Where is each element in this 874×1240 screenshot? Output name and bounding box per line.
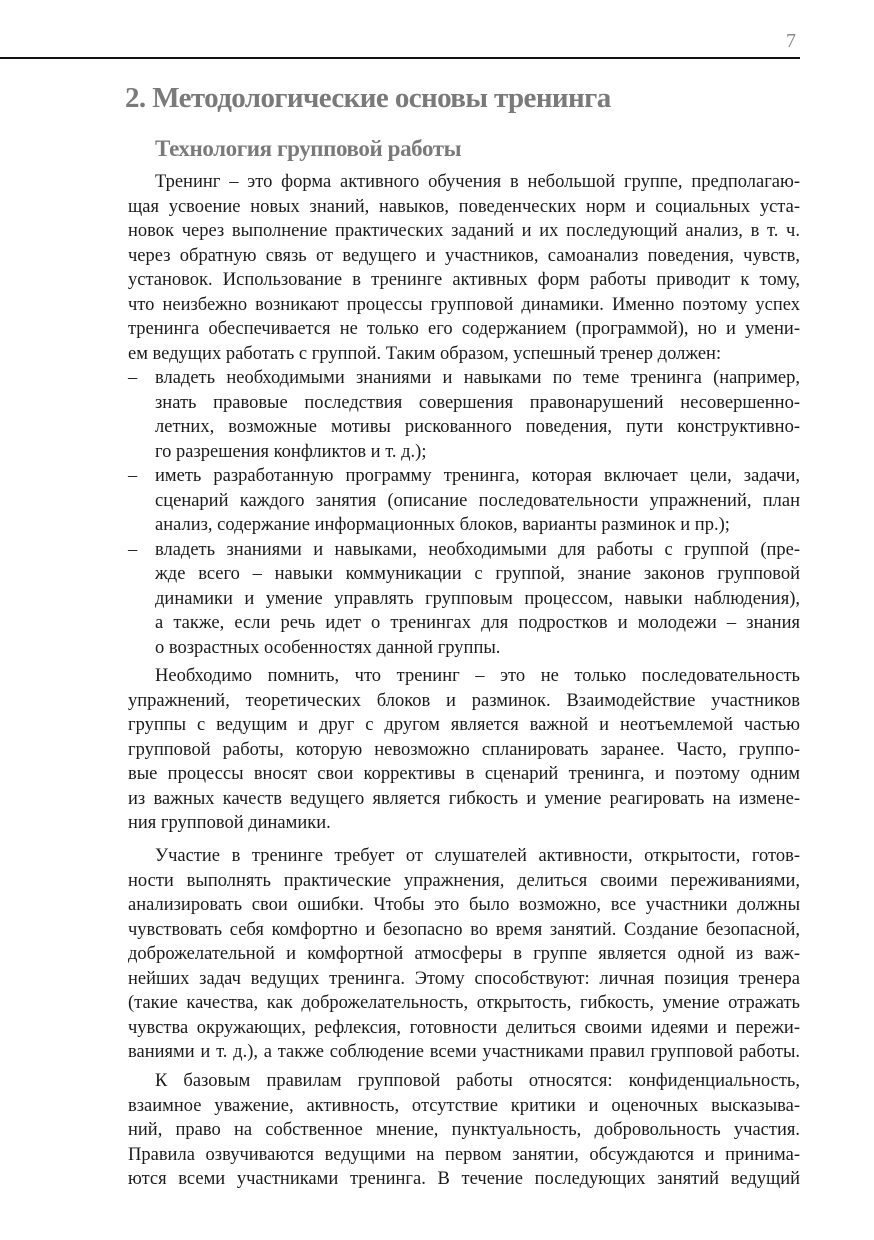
text-line: Правила озвучиваются ведущими на первом занятии, обсуждаются и принима- [128,1144,800,1165]
text-line: Необходимо помнить, что тренинг – это не только последовательность [155,666,800,686]
text-line: о возрастных особенностях данной группы. [155,637,501,658]
list-item [128,538,800,661]
text-line: новок через выполнение практических заданий и их последующий анализ, в т. ч. [128,221,800,241]
paragraph-rules [128,1069,800,1192]
text-line: групповой работы, которую невозможно спланировать заранее. Часто, группо- [128,739,800,760]
text-line: из важных качеств ведущего является гибкость и умение реагировать на измене- [128,788,800,809]
text-line: ем ведущих работать с группой. Таким образом, успешный тренер должен: [128,343,722,364]
text-line: тренинга обеспечивается не только его содержанием (программой), но и умени- [128,319,800,339]
text-line: ности выполнять практические упражнения, делиться своими переживаниями, [128,870,800,891]
text-line: динамики и умение управлять групповым процессом, навыки наблюдения), [155,588,800,609]
text-line: взаимное уважение, активность, отсутствие критики и оценочных высказыва- [128,1095,800,1116]
bullet-list [128,366,800,660]
list-item [128,464,800,538]
text-line: сценарий каждого занятия (описание последовательности упражнений, план [155,490,800,511]
text-line: Участие в тренинге требует от слушателей активности, открытости, готов- [155,846,800,866]
text-line: чувства окружающих, рефлексия, готовности делиться своими идеями и пережи- [128,1017,800,1038]
text-line: а также, если речь идет о тренингах для подростков и молодежи – знания [155,613,800,633]
bullet-dash: – [128,539,138,560]
text-line: знать правовые последствия совершения правонарушений несовершенно- [155,392,800,413]
text-line: ний, право на собственное мнение, пунктуальность, добровольность участия. [128,1120,800,1140]
text-line: анализировать свои ошибки. Чтобы это было возможно, все участники должны [128,895,800,915]
text-line: К базовым правилам групповой работы относятся: конфиденциальность, [155,1071,800,1091]
chapter-title: 2. Методологические основы тренинга [125,82,611,114]
text-line: нейших задач ведущих тренинга. Этому способствуют: личная позиция тренера [128,968,800,989]
text-line: владеть необходимыми знаниями и навыками по теме тренинга (например, [155,368,800,388]
paragraph-remember [128,664,800,836]
text-line: жде всего – навыки коммуникации с группой, знание законов групповой [155,564,800,584]
text-line: Тренинг – это форма активного обучения в небольшой группе, предполагаю- [155,172,800,192]
text-line: летних, возможные мотивы рискованного поведения, пути конструктивно- [155,417,800,437]
paragraph-participation [128,844,800,1065]
text-line: (такие качества, как доброжелательность, открытость, гибкость, умение отражать [128,993,800,1013]
list-item [128,366,800,464]
header-rule [0,57,800,59]
text-line: вые процессы вносят свои коррективы в сценарий тренинга, и поэтому одним [128,764,800,784]
text-line: ваниями и т. д.), а также соблюдение всеми участниками правил групповой работы. [128,1042,800,1062]
text-line: иметь разработанную программу тренинга, которая включает цели, задачи, [155,466,800,486]
bullet-dash: – [128,368,138,388]
section-title: Технология групповой работы [155,136,462,161]
text-line: щая усвоение новых знаний, навыков, поведенческих норм и социальных уста- [128,196,800,217]
text-line: что неизбежно возникают процессы групповой динамики. Именно поэтому успех [128,294,800,315]
paragraph-intro [128,170,800,366]
text-line: чувствовать себя комфортно и безопасно во время занятий. Создание безопасной, [128,919,800,940]
text-line: через обратную связь от ведущего и участников, самоанализ поведения, чувств, [128,245,800,266]
text-line: ния групповой динамики. [128,813,331,833]
page-number: 7 [786,30,796,52]
text-line: анализ, содержание информационных блоков, варианты разминок и пр.); [155,515,730,535]
text-line: ются всеми участниками тренинга. В течение последующих занятий ведущий [128,1169,800,1189]
text-line: го разрешения конфликтов и т. д.); [155,441,427,462]
text-line: группы с ведущим и друг с другом является важной и неотъемлемой частью [128,715,800,735]
text-line: установок. Использование в тренинге активных форм работы приводит к тому, [128,270,800,290]
text-line: доброжелательной и комфортной атмосферы в группе является одной из важ- [128,944,800,964]
bullet-dash: – [128,466,138,486]
text-line: упражнений, теоретических блоков и разминок. Взаимодействие участников [128,690,800,711]
text-line: владеть знаниями и навыками, необходимыми для работы с группой (пре- [155,539,800,560]
